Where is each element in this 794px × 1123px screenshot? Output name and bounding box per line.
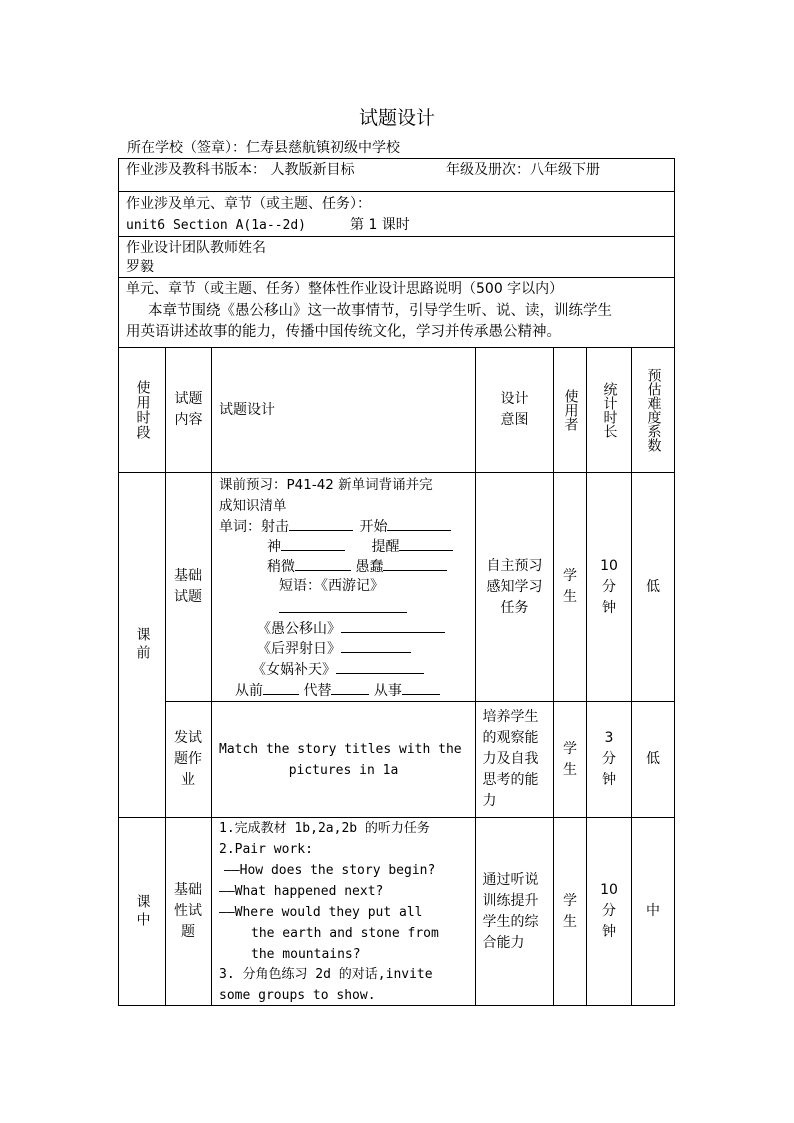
header-intent: 设计 意图: [500, 391, 529, 428]
extra-test-content: 发试题作业: [174, 730, 202, 788]
design-idea-label: 单元、章节（或主题、任务）整体性作业设计思路说明（500 字以内）: [126, 281, 564, 297]
in-class-line2: 2.Pair work:: [219, 842, 313, 857]
extra-test-difficulty: 低: [646, 751, 660, 767]
header-user: 使用者: [562, 389, 579, 431]
word-row-1: 单词：射击 开始: [219, 516, 451, 537]
period-in-class: 课中: [134, 893, 151, 930]
in-class-user: 学生: [563, 892, 577, 930]
word-row-2: 神 提醒: [267, 536, 453, 557]
period-pre-class: 课前: [134, 627, 151, 663]
basic-test-intent: 自主预习感知学习任务: [486, 557, 543, 616]
in-class-line9: some groups to show.: [219, 988, 376, 1003]
header-content: 试题 内容: [174, 391, 203, 428]
basic-test-user: 学生: [563, 568, 577, 605]
in-class-line5: ——Where would they put all: [219, 905, 423, 920]
extra-test-line2: pictures in 1a: [288, 763, 399, 778]
in-class-line7: the mountains?: [251, 947, 361, 962]
in-class-line3: ——How does the story begin?: [224, 863, 436, 878]
in-class-line1: 1.完成教材 1b,2a,2b 的听力任务: [219, 821, 430, 836]
unit-value: unit6 Section A(1a--2d): [126, 218, 307, 233]
school-line: 所在学校（签章）：仁寿县慈航镇初级中学校: [127, 140, 400, 156]
team-members: 罗毅: [126, 259, 154, 275]
word-row-3: 稍微 愚蠢: [267, 556, 447, 577]
phrase-row-yugong: 《愚公移山》: [257, 618, 445, 639]
phrase-row-nuwa: 《女娲补天》: [252, 659, 424, 680]
textbook-version: 作业涉及教科书版本： 人教版新目标: [126, 162, 355, 178]
in-class-line4: ——What happened next?: [219, 884, 384, 899]
extra-test-line1: Match the story titles with the: [219, 742, 462, 757]
preview-task-line1: 课前预习：P41-42 新单词背诵并完: [219, 477, 433, 493]
phrase-blank-1: [279, 612, 407, 613]
in-class-difficulty: 中: [646, 903, 660, 919]
header-difficulty: 预估难度系数: [645, 368, 662, 452]
extra-test-user: 学生: [563, 740, 577, 778]
team-label: 作业设计团队教师姓名: [126, 240, 266, 256]
phrase-label: 短语：《西游记》: [279, 578, 384, 594]
design-idea-line2: 用英语讲述故事的能力，传播中国传统文化，学习并传承愚公精神。: [126, 324, 561, 340]
preview-task-line2: 成知识清单: [219, 498, 287, 514]
extra-test-time: 3分钟: [602, 730, 616, 788]
basic-test-content: 基础试题: [174, 568, 202, 605]
header-time: 统计时长: [601, 382, 618, 438]
in-class-line8: 3. 分角色练习 2d 的对话,invite: [219, 967, 433, 982]
in-class-intent: 通过听说训练提升学生的综合能力: [482, 871, 539, 951]
page-title: 试题设计: [358, 107, 435, 129]
grade-volume: 年级及册次：八年级下册: [446, 162, 600, 178]
header-design: 试题设计: [219, 402, 275, 418]
basic-test-time: 10分钟: [600, 557, 618, 616]
unit-label: 作业涉及单元、章节（或主题、任务）：: [126, 196, 371, 212]
phrase-row-houyi: 《后羿射日》: [257, 638, 411, 659]
extra-test-intent: 培养学生的观察能力及自我思考的能力: [482, 709, 539, 809]
basic-test-difficulty: 低: [646, 578, 660, 595]
design-idea-line1: 本章节围绕《愚公移山》这一故事情节，引导学生听、说、读，训练学生: [148, 303, 612, 319]
in-class-time: 10分钟: [600, 882, 618, 940]
in-class-line6: the earth and stone from: [251, 926, 439, 941]
lesson-number: 第 1 课时: [350, 217, 410, 233]
header-period: 使用时段: [134, 380, 151, 440]
in-class-content: 基础性试题: [174, 882, 202, 940]
phrase-row-misc: 从前 代替 从事: [235, 680, 440, 701]
